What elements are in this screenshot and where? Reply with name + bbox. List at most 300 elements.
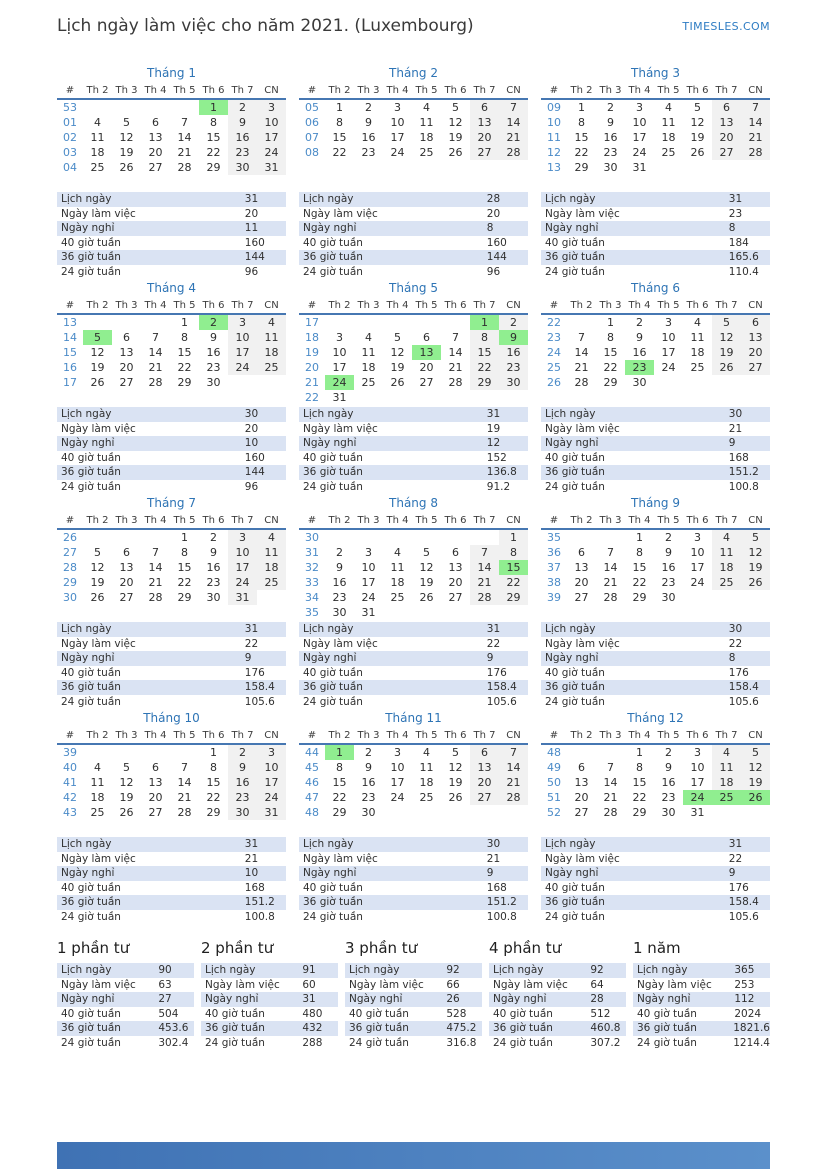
stat-label: 40 giờ tuần — [545, 236, 605, 249]
day-header: Th 6 — [683, 84, 712, 99]
day-cell: 22 — [574, 146, 589, 159]
stat-value: 9 — [728, 437, 736, 450]
stat-row — [489, 1021, 626, 1036]
week-row — [299, 330, 528, 345]
stat-row — [541, 422, 770, 437]
stat-value: 184 — [728, 236, 749, 249]
day-cell: 16 — [228, 775, 257, 790]
stat-row — [541, 221, 770, 236]
stat-label: Ngày nghỉ — [303, 437, 357, 450]
stat-label: 40 giờ tuần — [205, 1007, 265, 1020]
day-cell: 6 — [712, 99, 741, 115]
day-header: CN — [741, 514, 770, 529]
stat-row — [633, 978, 770, 993]
week-number: 49 — [547, 761, 561, 774]
day-header: Th 2 — [567, 84, 596, 99]
day-cell: 28 — [574, 376, 589, 389]
day-cell: 25 — [257, 360, 286, 375]
day-header: Th 7 — [712, 84, 741, 99]
day-cell: 4 — [394, 546, 401, 559]
month-title: Tháng 11 — [385, 711, 442, 725]
stat-value: 253 — [734, 978, 755, 991]
day-header-row — [299, 299, 528, 314]
stat-value: 92 — [590, 964, 604, 977]
day-cell: 31 — [690, 806, 705, 819]
stat-value: 105.6 — [728, 910, 759, 923]
stat-value: 20 — [486, 207, 501, 220]
day-cell: 27 — [470, 145, 499, 160]
day-cell: 26 — [419, 591, 434, 604]
day-cell: 27 — [419, 376, 434, 389]
day-header: Th 2 — [83, 514, 112, 529]
stat-label: Lịch ngày — [61, 623, 112, 636]
stat-row — [489, 1007, 626, 1022]
day-header: Th 3 — [354, 514, 383, 529]
day-cell: 27 — [148, 806, 163, 819]
stat-row — [299, 866, 528, 881]
week-row — [541, 314, 770, 330]
empty-cell — [412, 314, 441, 330]
stat-label: Ngày làm việc — [303, 852, 378, 865]
day-cell: 7 — [152, 546, 159, 559]
day-cell: 14 — [177, 131, 192, 144]
day-header: Th 2 — [567, 514, 596, 529]
stat-value: 8 — [728, 222, 736, 235]
summary-title: 4 phần tư — [489, 939, 562, 957]
stat-label: 24 giờ tuần — [61, 695, 121, 708]
stat-value: 160 — [244, 451, 265, 464]
stat-label: Ngày làm việc — [349, 978, 424, 991]
day-header: Th 7 — [712, 299, 741, 314]
day-cell: 21 — [603, 791, 618, 804]
week-row — [57, 375, 286, 390]
day-cell: 3 — [257, 744, 286, 760]
stat-label: 36 giờ tuần — [61, 251, 121, 264]
stat-row — [541, 866, 770, 881]
stat-label: Lịch ngày — [303, 408, 354, 421]
week-row — [57, 560, 286, 575]
day-cell: 16 — [206, 561, 221, 574]
month-title: Tháng 3 — [631, 66, 680, 80]
summary-title: 1 năm — [633, 939, 681, 957]
stat-value: 31 — [486, 408, 501, 421]
stat-row — [57, 637, 286, 652]
day-cell: 27 — [148, 161, 163, 174]
stat-row — [541, 637, 770, 652]
stat-value: 176 — [728, 881, 749, 894]
day-cell: 3 — [365, 546, 372, 559]
month-block — [57, 66, 286, 279]
stat-row — [57, 465, 286, 480]
empty-cell — [383, 805, 412, 820]
day-cell: 10 — [690, 546, 705, 559]
day-header-row — [541, 84, 770, 99]
summary-title: 1 phần tư — [57, 939, 130, 957]
summary-stats — [345, 963, 482, 1050]
day-cell: 31 — [257, 805, 286, 820]
week-number: 22 — [305, 391, 319, 404]
day-cell: 25 — [419, 791, 434, 804]
week-row — [299, 744, 528, 760]
empty-cell — [683, 160, 712, 175]
day-header: Th 7 — [228, 729, 257, 744]
day-cell: 31 — [632, 161, 647, 174]
day-cell: 14 — [148, 346, 163, 359]
week-row — [541, 590, 770, 605]
stat-row — [541, 666, 770, 681]
day-cell: 23 — [361, 791, 376, 804]
day-header: Th 5 — [170, 729, 199, 744]
stat-row — [57, 1021, 194, 1036]
stat-value: 453.6 — [158, 1022, 189, 1035]
day-cell: 14 — [177, 776, 192, 789]
day-cell: 9 — [636, 331, 643, 344]
stat-row — [57, 221, 286, 236]
calendar-table — [541, 84, 770, 175]
day-cell: 20 — [574, 791, 589, 804]
stat-value: 504 — [158, 1007, 179, 1020]
stat-row — [345, 1007, 482, 1022]
week-row — [299, 545, 528, 560]
stat-label: 24 giờ tuần — [61, 480, 121, 493]
stat-value: 158.4 — [244, 681, 275, 694]
stat-label: Ngày làm việc — [545, 852, 620, 865]
stat-value: 28 — [486, 193, 501, 206]
day-cell: 14 — [741, 115, 770, 130]
empty-cell — [567, 529, 596, 545]
site-link[interactable]: TIMESLES.COM — [682, 20, 770, 33]
day-cell: 8 — [336, 761, 343, 774]
day-cell: 8 — [636, 546, 643, 559]
day-cell: 20 — [741, 345, 770, 360]
day-cell: 9 — [365, 761, 372, 774]
day-cell: 4 — [257, 314, 286, 330]
week-number: 21 — [305, 376, 319, 389]
calendar-table — [541, 299, 770, 390]
stat-label: 36 giờ tuần — [493, 1022, 553, 1035]
week-column-header: # — [299, 729, 325, 744]
day-cell: 15 — [206, 131, 221, 144]
day-header: Th 4 — [625, 729, 654, 744]
summary-block — [345, 939, 482, 1050]
day-cell: 26 — [448, 146, 463, 159]
week-number: 51 — [547, 791, 561, 804]
day-cell: 16 — [603, 131, 618, 144]
day-cell: 12 — [119, 776, 134, 789]
day-cell: 14 — [470, 560, 499, 575]
empty-cell — [383, 529, 412, 545]
day-cell: 13 — [712, 115, 741, 130]
day-header: CN — [257, 84, 286, 99]
day-header: Th 3 — [596, 514, 625, 529]
empty-cell — [112, 99, 141, 115]
day-header: Th 4 — [141, 84, 170, 99]
stat-value: 23 — [728, 207, 743, 220]
week-row — [57, 360, 286, 375]
day-header: Th 5 — [412, 84, 441, 99]
day-cell: 17 — [690, 561, 705, 574]
day-cell: 7 — [181, 761, 188, 774]
day-header: Th 3 — [354, 299, 383, 314]
stat-label: 24 giờ tuần — [205, 1036, 265, 1049]
stat-row — [299, 895, 528, 910]
day-cell: 19 — [90, 576, 105, 589]
day-cell: 20 — [448, 576, 463, 589]
stat-row — [57, 207, 286, 222]
week-number: 32 — [305, 561, 319, 574]
week-row — [299, 115, 528, 130]
stat-row — [541, 480, 770, 495]
stat-row — [299, 480, 528, 495]
stat-row — [299, 622, 528, 637]
day-cell: 2 — [607, 101, 614, 114]
stat-label: Lịch ngày — [61, 408, 112, 421]
day-cell: 7 — [152, 331, 159, 344]
day-header: Th 6 — [441, 84, 470, 99]
week-number: 05 — [305, 101, 319, 114]
stat-row — [299, 250, 528, 265]
week-number: 12 — [547, 146, 561, 159]
stat-value: 9 — [486, 652, 494, 665]
day-cell: 23 — [499, 360, 528, 375]
day-header: Th 2 — [83, 84, 112, 99]
day-cell: 27 — [574, 806, 589, 819]
day-cell: 2 — [228, 99, 257, 115]
stat-value: 151.2 — [728, 466, 759, 479]
stat-label: 40 giờ tuần — [61, 666, 121, 679]
day-cell: 8 — [578, 116, 585, 129]
day-cell: 15 — [332, 131, 347, 144]
day-cell: 11 — [419, 761, 434, 774]
stat-row — [541, 465, 770, 480]
empty-cell — [325, 529, 354, 545]
day-cell: 26 — [712, 360, 741, 375]
day-cell: 12 — [712, 330, 741, 345]
day-header: CN — [257, 514, 286, 529]
day-cell: 22 — [632, 576, 647, 589]
day-cell: 18 — [90, 791, 105, 804]
stat-label: Ngày nghỉ — [545, 867, 599, 880]
day-header-row — [299, 84, 528, 99]
stat-value: 100.8 — [244, 910, 275, 923]
day-cell: 29 — [177, 591, 192, 604]
page-header — [57, 16, 770, 36]
day-cell: 28 — [499, 790, 528, 805]
summary-stats — [633, 963, 770, 1050]
month-row — [57, 711, 770, 924]
stat-label: Ngày nghỉ — [545, 222, 599, 235]
stat-value: 1214.4 — [733, 1036, 770, 1049]
stat-value: 316.8 — [446, 1036, 477, 1049]
day-cell: 13 — [741, 330, 770, 345]
day-cell: 23 — [206, 361, 221, 374]
empty-cell — [441, 529, 470, 545]
day-cell: 29 — [632, 806, 647, 819]
week-number: 27 — [63, 546, 77, 559]
day-cell: 24 — [690, 576, 705, 589]
day-cell: 12 — [390, 346, 405, 359]
stat-row — [57, 992, 194, 1007]
stat-row — [541, 265, 770, 280]
day-cell: 6 — [470, 744, 499, 760]
stat-value: 365 — [734, 964, 755, 977]
stat-value: 307.2 — [590, 1036, 621, 1049]
stat-label: 40 giờ tuần — [61, 1007, 121, 1020]
day-cell: 19 — [419, 576, 434, 589]
calendar-table — [57, 84, 286, 175]
day-cell: 20 — [119, 576, 134, 589]
day-cell: 4 — [257, 529, 286, 545]
day-cell: 30 — [361, 806, 376, 819]
day-header: Th 4 — [625, 84, 654, 99]
stat-label: Ngày nghỉ — [493, 993, 547, 1006]
page-title: Lịch ngày làm việc cho năm 2021. (Luxembourg) — [57, 16, 474, 36]
week-number: 08 — [305, 146, 319, 159]
day-cell: 16 — [361, 131, 376, 144]
day-cell: 24 — [325, 375, 354, 390]
day-cell: 6 — [578, 546, 585, 559]
stat-row — [541, 407, 770, 422]
stat-value: 136.8 — [486, 466, 517, 479]
stat-label: 24 giờ tuần — [61, 910, 121, 923]
month-block — [57, 281, 286, 494]
day-cell: 24 — [361, 591, 376, 604]
empty-cell — [383, 390, 412, 405]
day-cell: 7 — [452, 331, 459, 344]
day-cell: 10 — [390, 116, 405, 129]
day-header: Th 7 — [228, 84, 257, 99]
stat-row — [299, 695, 528, 710]
empty-cell — [257, 590, 286, 605]
stat-label: Ngày làm việc — [545, 422, 620, 435]
empty-cell — [470, 529, 499, 545]
day-cell: 18 — [361, 361, 376, 374]
stat-row — [489, 1036, 626, 1051]
day-header: Th 3 — [354, 729, 383, 744]
summary-block — [57, 939, 194, 1050]
day-cell: 16 — [661, 776, 676, 789]
stat-label: 36 giờ tuần — [545, 466, 605, 479]
day-cell: 1 — [636, 746, 643, 759]
day-cell: 13 — [574, 561, 589, 574]
stat-row — [299, 207, 528, 222]
month-stats — [299, 622, 528, 709]
day-cell: 28 — [448, 376, 463, 389]
day-cell: 1 — [325, 744, 354, 760]
stat-value: 63 — [158, 978, 172, 991]
months-grid — [57, 66, 770, 924]
day-cell: 9 — [336, 561, 343, 574]
week-row — [541, 115, 770, 130]
day-cell: 22 — [177, 576, 192, 589]
week-number: 48 — [547, 746, 561, 759]
day-cell: 29 — [603, 376, 618, 389]
stat-row — [201, 1036, 338, 1051]
day-cell: 3 — [694, 531, 701, 544]
week-row — [541, 345, 770, 360]
day-cell: 30 — [661, 591, 676, 604]
day-cell: 24 — [390, 791, 405, 804]
day-cell: 26 — [119, 161, 134, 174]
day-cell: 20 — [148, 146, 163, 159]
empty-cell — [112, 744, 141, 760]
day-header: Th 2 — [325, 729, 354, 744]
calendar-table — [57, 299, 286, 390]
day-cell: 29 — [206, 161, 221, 174]
day-cell: 30 — [632, 376, 647, 389]
stat-row — [345, 992, 482, 1007]
day-cell: 18 — [419, 776, 434, 789]
week-row — [299, 775, 528, 790]
empty-cell — [712, 805, 741, 820]
week-number: 13 — [63, 316, 77, 329]
empty-cell — [712, 375, 741, 390]
day-cell: 28 — [741, 145, 770, 160]
week-row — [57, 744, 286, 760]
day-header: Th 2 — [325, 299, 354, 314]
day-header-row — [57, 514, 286, 529]
day-cell: 4 — [94, 116, 101, 129]
day-cell: 22 — [206, 791, 221, 804]
day-cell: 5 — [452, 746, 459, 759]
stat-label: 24 giờ tuần — [493, 1036, 553, 1049]
day-header: Th 7 — [228, 299, 257, 314]
day-cell: 20 — [148, 791, 163, 804]
day-cell: 14 — [603, 561, 618, 574]
week-column-header: # — [299, 84, 325, 99]
day-header: Th 3 — [596, 299, 625, 314]
day-header: Th 5 — [654, 729, 683, 744]
day-header: Th 4 — [141, 299, 170, 314]
day-header: Th 4 — [625, 299, 654, 314]
day-cell: 28 — [148, 376, 163, 389]
stat-row — [57, 436, 286, 451]
day-header: Th 5 — [654, 514, 683, 529]
week-row — [57, 130, 286, 145]
day-header-row — [57, 299, 286, 314]
day-cell: 7 — [499, 744, 528, 760]
day-cell: 10 — [228, 545, 257, 560]
day-cell: 28 — [177, 806, 192, 819]
day-cell: 11 — [712, 545, 741, 560]
stat-value: 144 — [486, 251, 507, 264]
empty-cell — [412, 805, 441, 820]
week-row — [541, 130, 770, 145]
day-cell: 30 — [206, 591, 221, 604]
day-header: Th 3 — [112, 84, 141, 99]
day-cell: 21 — [574, 361, 589, 374]
day-header: Th 7 — [470, 729, 499, 744]
day-cell: 11 — [690, 331, 705, 344]
stat-row — [201, 963, 338, 978]
stat-label: Ngày nghỉ — [61, 993, 115, 1006]
day-cell: 2 — [665, 746, 672, 759]
stat-value: 31 — [244, 193, 259, 206]
stat-row — [57, 265, 286, 280]
stat-label: 40 giờ tuần — [303, 236, 363, 249]
day-cell: 21 — [499, 130, 528, 145]
empty-cell — [228, 375, 257, 390]
day-cell: 22 — [632, 791, 647, 804]
day-header: Th 4 — [383, 729, 412, 744]
week-number: 34 — [305, 591, 319, 604]
stat-label: 36 giờ tuần — [545, 896, 605, 909]
stat-label: Ngày nghỉ — [303, 652, 357, 665]
empty-cell — [596, 744, 625, 760]
stat-value: 158.4 — [728, 896, 759, 909]
day-cell: 9 — [228, 115, 257, 130]
week-number: 50 — [547, 776, 561, 789]
